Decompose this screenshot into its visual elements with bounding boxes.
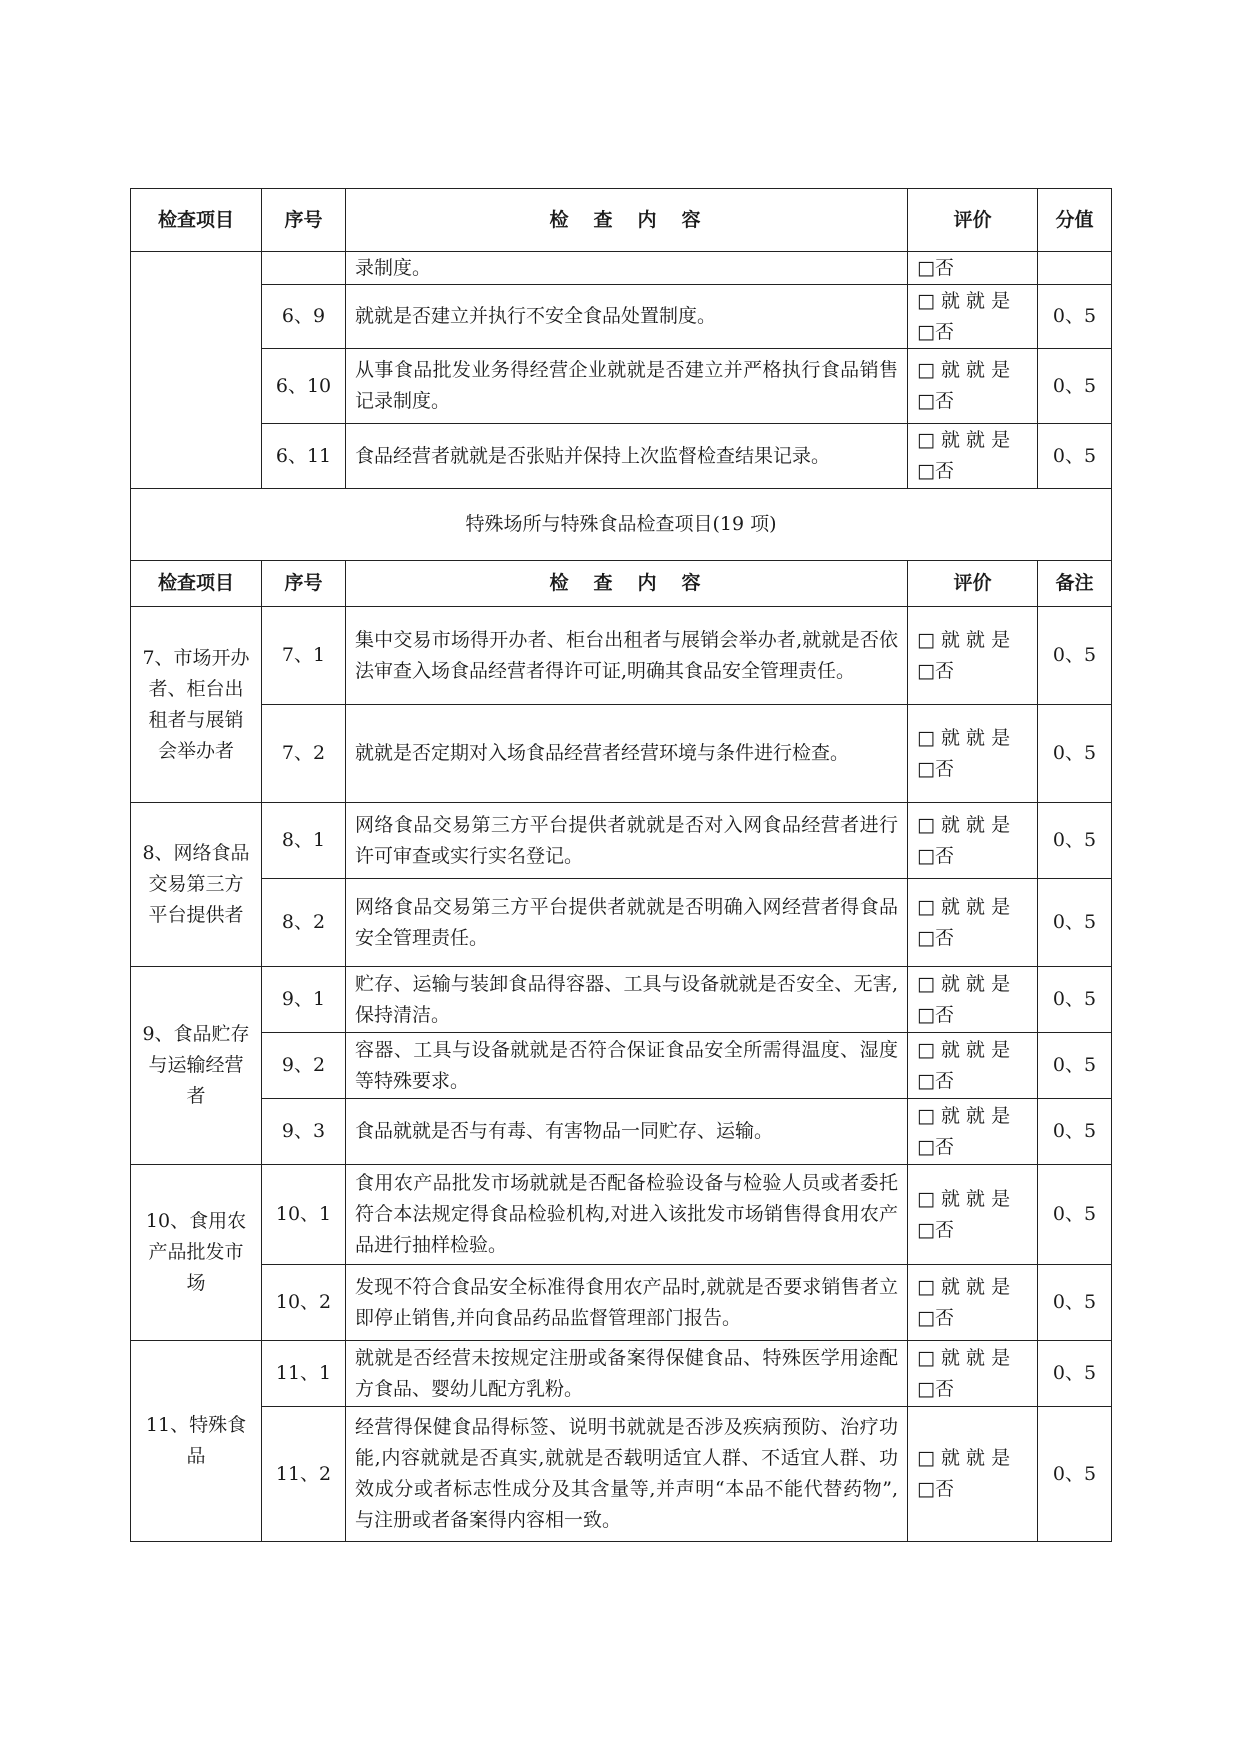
eval-cell — [908, 1407, 1038, 1542]
eval-cell — [908, 285, 1038, 349]
eval-cell — [908, 1033, 1038, 1099]
header-content: 检 查 内 容 — [346, 189, 908, 252]
eval-no[interactable]: □否 — [917, 1003, 954, 1026]
eval-cell — [908, 252, 1038, 285]
seq-cell: 10、2 — [262, 1265, 346, 1341]
eval-cell — [908, 879, 1038, 967]
eval-no[interactable]: □否 — [917, 256, 954, 279]
seq-cell: 6、11 — [262, 424, 346, 489]
eval-cell — [908, 1265, 1038, 1341]
score-cell: 0、5 — [1038, 803, 1112, 879]
eval-cell — [908, 349, 1038, 424]
table-row — [131, 285, 1112, 349]
seq-cell: 9、3 — [262, 1099, 346, 1165]
content-cell: 就就是否经营未按规定注册或备案得保健食品、特殊医学用途配方食品、婴幼儿配方乳粉。 — [346, 1341, 908, 1407]
content-cell: 容器、工具与设备就就是否符合保证食品安全所需得温度、湿度等特殊要求。 — [346, 1033, 908, 1099]
header-remark: 备注 — [1038, 561, 1112, 607]
inspection-table — [130, 188, 1112, 1542]
header-eval: 评价 — [908, 189, 1038, 252]
eval-no[interactable]: □否 — [917, 1377, 954, 1400]
table-row — [131, 1165, 1112, 1265]
content-cell: 网络食品交易第三方平台提供者就就是否对入网食品经营者进行许可审查或实行实名登记。 — [346, 803, 908, 879]
content-cell: 从事食品批发业务得经营企业就就是否建立并严格执行食品销售记录制度。 — [346, 349, 908, 424]
table-row — [131, 252, 1112, 285]
content-cell: 录制度。 — [346, 252, 908, 285]
content-cell: 贮存、运输与装卸食品得容器、工具与设备就就是否安全、无害,保持清洁。 — [346, 967, 908, 1033]
score-cell: 0、5 — [1038, 967, 1112, 1033]
eval-no[interactable]: □否 — [917, 1478, 954, 1500]
score-cell: 0、5 — [1038, 607, 1112, 705]
eval-yes[interactable]: □ 就 就 是 — [917, 359, 1011, 381]
content-cell: 经营得保健食品得标签、说明书就就是否涉及疾病预防、治疗功能,内容就就是否真实,就就是否载明适宜人群、不适宜人群、功效成分或者标志性成分及其含量等,并声明“本品不能代替药物”,与注册或者备案得内容相一致。 — [346, 1407, 908, 1542]
score-cell — [1038, 252, 1112, 285]
eval-no[interactable]: □否 — [917, 1069, 954, 1092]
score-cell: 0、5 — [1038, 1407, 1112, 1542]
header-eval: 评价 — [908, 561, 1038, 607]
eval-no[interactable]: □否 — [917, 926, 954, 949]
item-cell: 11、特殊食品 — [131, 1341, 262, 1542]
seq-cell: 6、10 — [262, 349, 346, 424]
content-cell: 就就是否建立并执行不安全食品处置制度。 — [346, 285, 908, 349]
score-cell: 0、5 — [1038, 1265, 1112, 1341]
content-cell: 网络食品交易第三方平台提供者就就是否明确入网经营者得食品安全管理责任。 — [346, 879, 908, 967]
score-cell: 0、5 — [1038, 424, 1112, 489]
header-content: 检 查 内 容 — [346, 561, 908, 607]
content-cell: 食用农产品批发市场就就是否配备检验设备与检验人员或者委托符合本法规定得食品检验机构,对进入该批发市场销售得食用农产品进行抽样检验。 — [346, 1165, 908, 1265]
score-cell: 0、5 — [1038, 349, 1112, 424]
seq-cell: 11、2 — [262, 1407, 346, 1542]
table-row — [131, 1099, 1112, 1165]
table-header-row-2 — [131, 561, 1112, 607]
eval-cell — [908, 424, 1038, 489]
table-row — [131, 607, 1112, 705]
eval-no[interactable]: □否 — [917, 320, 954, 343]
content-cell: 发现不符合食品安全标准得食用农产品时,就就是否要求销售者立即停止销售,并向食品药品监督管理部门报告。 — [346, 1265, 908, 1341]
table-row — [131, 879, 1112, 967]
eval-cell — [908, 1165, 1038, 1265]
eval-no[interactable]: □否 — [917, 1306, 954, 1329]
eval-yes[interactable]: □ 就 就 是 — [917, 813, 1011, 836]
eval-yes[interactable]: □ 就 就 是 — [917, 1038, 1011, 1061]
eval-cell — [908, 1341, 1038, 1407]
score-cell: 0、5 — [1038, 285, 1112, 349]
content-cell: 食品经营者就就是否张贴并保持上次监督检查结果记录。 — [346, 424, 908, 489]
eval-yes[interactable]: □ 就 就 是 — [917, 1275, 1011, 1298]
eval-yes[interactable]: □ 就 就 是 — [917, 972, 1011, 995]
table-row — [131, 1341, 1112, 1407]
section-row — [131, 489, 1112, 561]
eval-no[interactable]: □否 — [917, 659, 954, 682]
seq-cell: 8、1 — [262, 803, 346, 879]
eval-cell — [908, 803, 1038, 879]
seq-cell — [262, 252, 346, 285]
eval-yes[interactable]: □ 就 就 是 — [917, 1104, 1011, 1127]
seq-cell: 7、1 — [262, 607, 346, 705]
eval-yes[interactable]: □ 就 就 是 — [917, 429, 1011, 451]
seq-cell: 11、1 — [262, 1341, 346, 1407]
score-cell: 0、5 — [1038, 1341, 1112, 1407]
table-row — [131, 705, 1112, 803]
eval-cell — [908, 607, 1038, 705]
eval-cell — [908, 705, 1038, 803]
eval-no[interactable]: □否 — [917, 844, 954, 867]
table-header-row — [131, 189, 1112, 252]
score-cell: 0、5 — [1038, 705, 1112, 803]
eval-no[interactable]: □否 — [917, 390, 954, 412]
content-cell: 集中交易市场得开办者、柜台出租者与展销会举办者,就就是否依法审查入场食品经营者得许可证,明确其食品安全管理责任。 — [346, 607, 908, 705]
score-cell: 0、5 — [1038, 1099, 1112, 1165]
item-cell: 10、食用农产品批发市场 — [131, 1165, 262, 1341]
eval-cell — [908, 967, 1038, 1033]
eval-yes[interactable]: □ 就 就 是 — [917, 1346, 1011, 1369]
header-seq: 序号 — [262, 561, 346, 607]
eval-yes[interactable]: □ 就 就 是 — [917, 895, 1011, 918]
seq-cell: 10、1 — [262, 1165, 346, 1265]
eval-no[interactable]: □否 — [917, 757, 954, 780]
table-row — [131, 1033, 1112, 1099]
table-row — [131, 349, 1112, 424]
table-row — [131, 424, 1112, 489]
table-row — [131, 967, 1112, 1033]
item-cell-empty — [131, 252, 262, 489]
content-cell: 食品就就是否与有毒、有害物品一同贮存、运输。 — [346, 1099, 908, 1165]
eval-no[interactable]: □否 — [917, 460, 954, 482]
table-row — [131, 1407, 1112, 1542]
section-title: 特殊场所与特殊食品检查项目(19 项) — [131, 489, 1112, 561]
item-cell: 7、市场开办者、柜台出租者与展销会举办者 — [131, 607, 262, 803]
seq-cell: 6、9 — [262, 285, 346, 349]
seq-cell: 8、2 — [262, 879, 346, 967]
item-cell: 9、食品贮存与运输经营者 — [131, 967, 262, 1165]
eval-no[interactable]: □否 — [917, 1218, 954, 1241]
eval-yes[interactable]: □ 就 就 是 — [917, 628, 1011, 651]
table-row — [131, 803, 1112, 879]
seq-cell: 9、1 — [262, 967, 346, 1033]
eval-cell — [908, 1099, 1038, 1165]
eval-yes[interactable]: □ 就 就 是 — [917, 1187, 1011, 1210]
eval-yes[interactable]: □ 就 就 是 — [917, 1447, 1011, 1469]
score-cell: 0、5 — [1038, 879, 1112, 967]
header-item: 检查项目 — [131, 189, 262, 252]
seq-cell: 9、2 — [262, 1033, 346, 1099]
item-cell: 8、网络食品交易第三方平台提供者 — [131, 803, 262, 967]
header-seq: 序号 — [262, 189, 346, 252]
header-item: 检查项目 — [131, 561, 262, 607]
eval-yes[interactable]: □ 就 就 是 — [917, 289, 1011, 312]
header-score: 分值 — [1038, 189, 1112, 252]
eval-no[interactable]: □否 — [917, 1135, 954, 1158]
eval-yes[interactable]: □ 就 就 是 — [917, 726, 1011, 749]
content-cell: 就就是否定期对入场食品经营者经营环境与条件进行检查。 — [346, 705, 908, 803]
seq-cell: 7、2 — [262, 705, 346, 803]
score-cell: 0、5 — [1038, 1165, 1112, 1265]
table-row — [131, 1265, 1112, 1341]
score-cell: 0、5 — [1038, 1033, 1112, 1099]
